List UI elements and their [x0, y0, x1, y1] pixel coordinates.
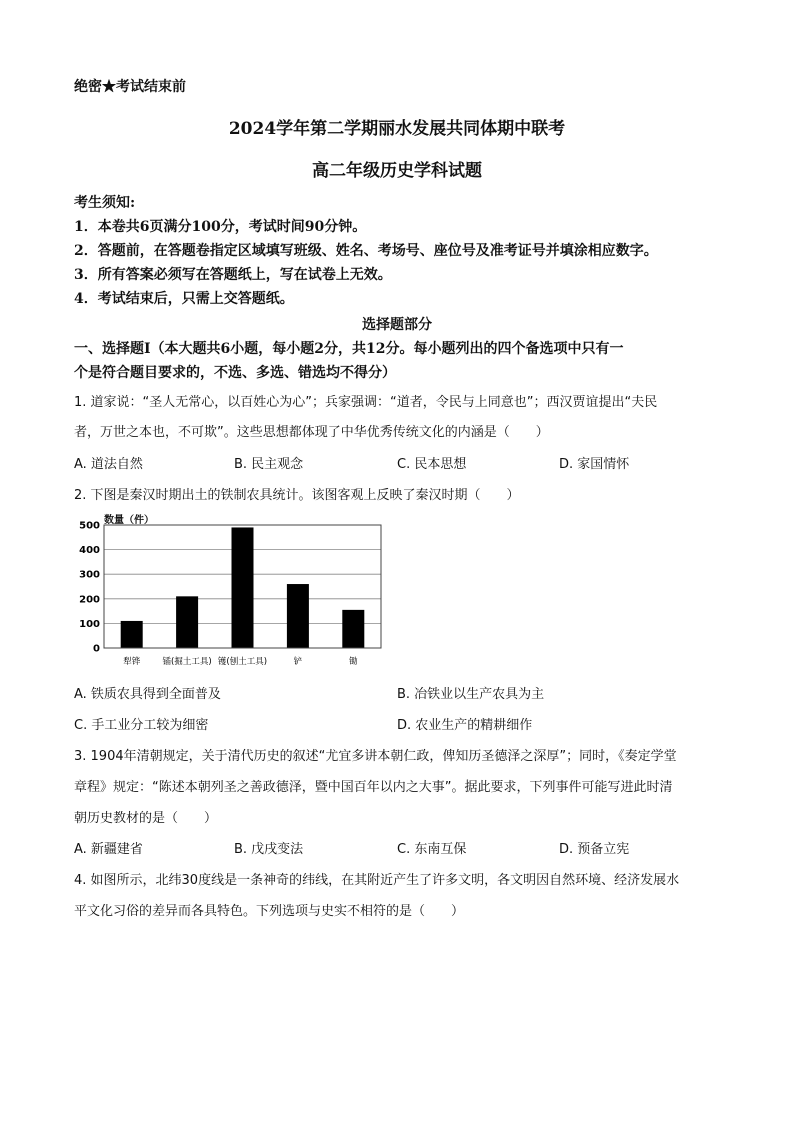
exam-subtitle: 高二年级历史学科试题 [312, 161, 482, 181]
question-3-option-c: C. 东南互保 [397, 842, 467, 857]
section-heading: 一、选择题Ⅰ（本大题共6小题，每小题2分，共12分。每小题列出的四个备选项中只有一 [74, 341, 624, 357]
question-1-option-a: A. 道法自然 [74, 457, 143, 472]
question-2-text: 2. 下图是秦汉时期出土的铁制农具统计。该图客观上反映了秦汉时期（ ） [74, 488, 520, 503]
question-1-text: 者，万世之本也，不可欺”。这些思想都体现了中华优秀传统文化的内涵是（ ） [74, 425, 549, 440]
question-3-text: 朝历史教材的是（ ） [74, 811, 218, 826]
chart-y-tick-label: 0 [93, 643, 100, 655]
iron-tools-bar-chart [74, 508, 394, 670]
question-3-text: 章程》规定：“陈述本朝列圣之善政德泽，暨中国百年以内之大事”。据此要求，下列事件可能写进此时清 [74, 780, 673, 795]
chart-y-tick-label: 100 [79, 618, 100, 630]
chart-bar [287, 584, 309, 648]
question-1-option-b: B. 民主观念 [234, 457, 304, 472]
question-2-option-d: D. 农业生产的精耕细作 [397, 718, 533, 733]
chart-y-tick-label: 400 [79, 545, 100, 557]
chart-bar [232, 527, 254, 648]
question-1-text: 1. 道家说：“圣人无常心，以百姓心为心”；兵家强调：“道者，令民与上同意也”；西汉贾谊提出“夫民 [74, 395, 658, 410]
chart-x-tick-label: 锄 [349, 657, 358, 667]
chart-bar [121, 621, 143, 648]
chart-x-tick-label: 锸(掘土工具) [162, 657, 212, 667]
question-2-option-c: C. 手工业分工较为细密 [74, 718, 209, 733]
exam-title: 2024学年第二学期丽水发展共同体期中联考 [228, 119, 566, 139]
question-1-option-c: C. 民本思想 [397, 457, 467, 472]
question-2-option-b: B. 冶铁业以生产农具为主 [397, 687, 545, 702]
chart-y-tick-label: 500 [79, 520, 100, 532]
notice-heading: 考生须知: [74, 195, 136, 211]
notice-item: 2．答题前，在答题卷指定区域填写班级、姓名、考场号、座位号及准考证号并填涂相应数字。 [74, 243, 658, 259]
confidential-label: 绝密★考试结束前 [74, 79, 186, 95]
question-3-option-d: D. 预备立宪 [559, 842, 630, 857]
chart-y-tick-label: 300 [79, 569, 100, 581]
chart-y-axis-label: 数量（件） [104, 515, 154, 526]
question-4-text: 平文化习俗的差异而各具特色。下列选项与史实不相符的是（ ） [74, 904, 465, 919]
notice-item: 3．所有答案必须写在答题纸上，写在试卷上无效。 [74, 267, 392, 283]
chart-bar [176, 596, 198, 648]
notice-item: 1．本卷共6页满分100分，考试时间90分钟。 [74, 219, 367, 235]
notice-item: 4．考试结束后，只需上交答题纸。 [74, 291, 294, 307]
chart-x-tick-label: 犁铧 [123, 657, 141, 667]
question-1-option-d: D. 家国情怀 [559, 457, 630, 472]
question-2-option-a: A. 铁质农具得到全面普及 [74, 687, 221, 702]
question-3-option-b: B. 戊戌变法 [234, 842, 304, 857]
question-4-text: 4. 如图所示，北纬30度线是一条神奇的纬线，在其附近产生了许多文明，各文明因自然环境、经济发展水 [74, 873, 680, 888]
section-heading: 个是符合题目要求的，不选、多选、错选均不得分） [74, 365, 396, 381]
chart-y-tick-label: 200 [79, 594, 100, 606]
question-3-text: 3. 1904年清朝规定，关于清代历史的叙述“尤宜多讲本朝仁政，俾知历圣德泽之深厚”；同时，《奏定学堂 [74, 749, 677, 764]
section-name: 选择题部分 [362, 317, 432, 333]
question-3-option-a: A. 新疆建省 [74, 842, 143, 857]
chart-bar [342, 610, 364, 648]
chart-x-tick-label: 铲 [293, 657, 303, 667]
chart-x-tick-label: 镬(刨土工具) [217, 657, 268, 667]
